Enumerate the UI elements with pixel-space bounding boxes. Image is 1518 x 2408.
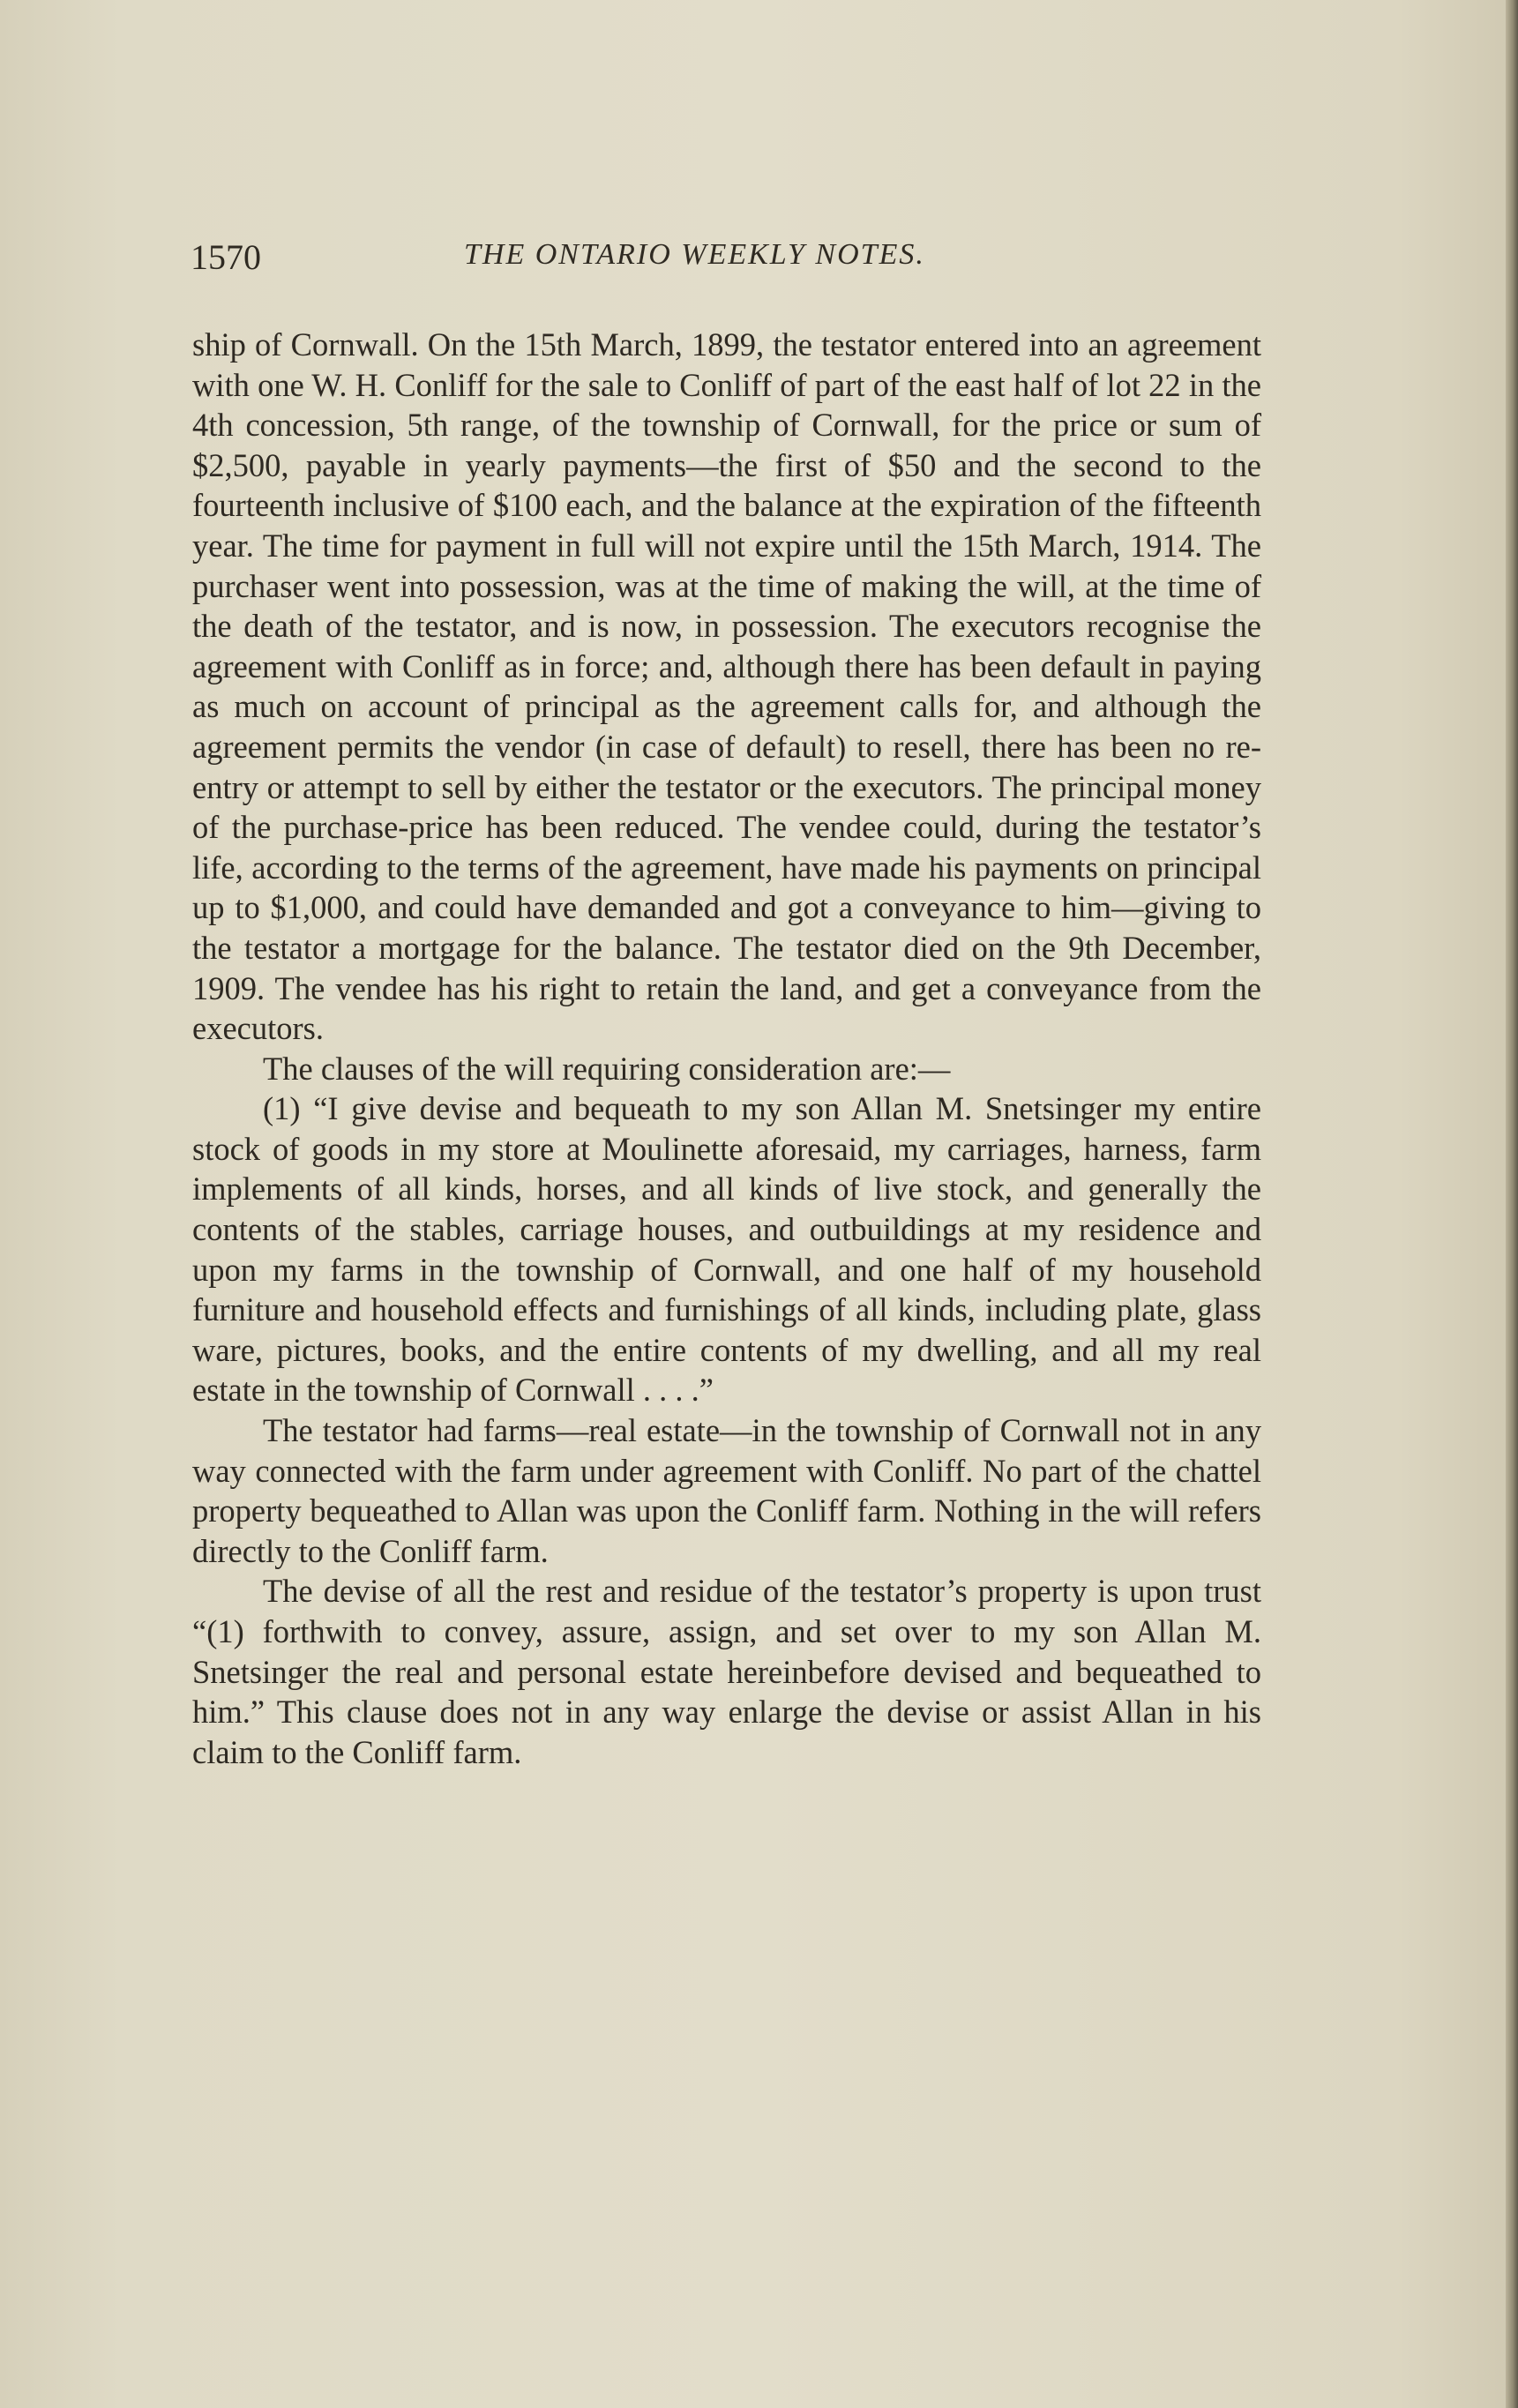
paragraph: (1) “I give devise and bequeath to my son Allan M. Snetsinger my entire stock of goods in my store at Moulinette aforesaid, my carriages, harness, farm implements of all kinds, horses, and all kinds of live stock, and generally the contents of the stables, carriage houses, and outbuildings at my residence and upon my farms in the township of Cornwall, and one half of my household furniture and household effects and furnishings of all kinds, including plate, glass ware, pictures, books, and the entire contents of my dwelling, and all my real estate in the township of Cornwall . . . .” — [192, 1090, 1261, 1409]
body-text — [192, 325, 1261, 1772]
page-edge — [1506, 0, 1518, 2408]
paragraph: The clauses of the will requiring consideration are:— — [263, 1050, 951, 1087]
page-header — [191, 236, 1272, 289]
paragraph: The devise of all the rest and residue of the testator’s property is upon trust “(1) forthwith to convey, assure, assign, and set over to my son Allan M. Snetsinger the real and personal estate hereinbefore devised and bequeathed to him.” This clause does not in any way enlarge the devise or assist Allan in his claim to the Conliff farm. — [192, 1573, 1261, 1770]
paragraph: ship of Cornwall. On the 15th March, 1899, the testator entered into an agreement with one W. H. Conliff for the sale to Conliff of part of the east half of lot 22 in the 4th concession, 5th range, of the township of Cornwall, for the price or sum of $2,500, payable in yearly payments—the first of $50 and the second to the fourteenth inclusive of $100 each, and the balance at the expiration of the fifteenth year. The time for payment in full will not expire until the 15th March, 1914. The purchaser went into possession, was at the time of making the will, at the time of the death of the testator, and is now, in possession. The executors recognise the agreement with Conliff as in force; and, although there has been default in paying as much on account of principal as the agreement calls for, and although the agreement permits the vendor (in case of default) to resell, there has been no re-entry or attempt to sell by either the testator or the executors. The principal money of the purchase-price has been reduced. The vendee could, during the testator’s life, according to the terms of the agreement, have made his payments on principal up to $1,000, and could have demanded and got a conveyance to him—giving to the testator a mortgage for the balance. The testator died on the 9th December, 1909. The vendee has his right to retain the land, and get a conveyance from the executors. — [192, 326, 1261, 1047]
paragraph: The testator had farms—real estate—in the township of Cornwall not in any way connected with the farm under agreement with Conliff. No part of the chattel property bequeathed to Allan was upon the Conliff farm. Nothing in the will refers directly to the Conliff farm. — [192, 1412, 1261, 1569]
running-title: THE ONTARIO WEEKLY NOTES. — [464, 238, 925, 271]
page-number: 1570 — [191, 237, 261, 277]
